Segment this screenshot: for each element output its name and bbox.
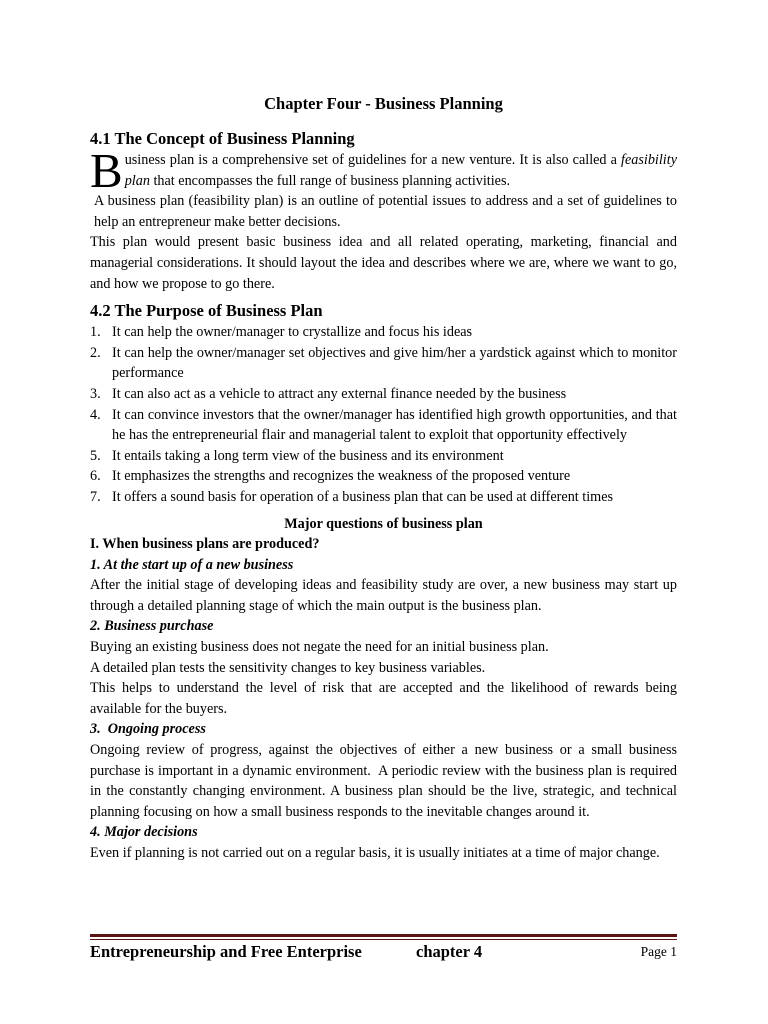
drop-cap: B <box>90 143 123 198</box>
ongoing-paragraph: Ongoing review of progress, against the objectives of either a new business or a small business purchase is important in a dynamic environment. A periodic review with the business plan is required in the constantly changing environment. A business plan should be the live, strategic, and technical planning focusing on how a small business responds to the inevitable changes around it. <box>90 742 681 820</box>
list-item-text: It can also act as a vehicle to attract any external finance needed by the business <box>112 385 567 402</box>
list-number: 1. <box>90 324 101 341</box>
footer-rule-thick <box>90 934 677 937</box>
page-label: Page <box>640 944 667 959</box>
list-item-text: It can help the owner/manager set objectives and give him/her a yardstick against which to monitor performance <box>112 344 677 382</box>
subheading-start-up: 1. At the start up of a new business <box>90 556 294 573</box>
list-number: 5. <box>90 447 101 464</box>
footer-chapter: chapter 4 <box>416 942 483 961</box>
concept-paragraph-2: A business plan (feasibility plan) is an outline of potential issues to address and a set of guidelines to help an entrepreneur make better decisions. <box>94 193 677 230</box>
concept-paragraph-1 <box>90 143 677 198</box>
list-item <box>90 322 677 343</box>
subheading-ongoing-process: 3. Ongoing process <box>90 721 206 738</box>
page-footer <box>90 940 677 964</box>
concept-paragraph-3: This plan would present basic business idea and all related operating, marketing, financial and managerial considerations. It should layout the idea and describes where we are, where we want to go, and how we propose to go there. <box>90 234 677 292</box>
purchase-paragraph-3: This helps to understand the level of risk that are accepted and the likelihood of rewards being available for the buyers. <box>90 680 677 717</box>
list-number: 6. <box>90 468 101 485</box>
list-number: 4. <box>90 406 101 423</box>
list-item <box>90 446 677 467</box>
list-item <box>90 384 677 405</box>
list-item <box>90 405 677 446</box>
list-item <box>90 343 677 384</box>
list-item <box>90 487 677 508</box>
list-number: 7. <box>90 488 101 505</box>
start-up-paragraph: After the initial stage of developing ideas and feasibility study are over, a new business may start up through a detailed planning stage of which the main output is the business plan. <box>90 577 677 614</box>
list-item-text: It can help the owner/manager to crystallize and focus his ideas <box>112 324 473 341</box>
major-questions-title: Major questions of business plan <box>284 515 483 532</box>
subheading-major-decisions: 4. Major decisions <box>90 824 198 841</box>
major-decisions-paragraph: Even if planning is not carried out on a regular basis, it is usually initiates at a time of major change. <box>90 845 660 861</box>
chapter-title: Chapter Four - Business Planning <box>264 94 503 113</box>
purpose-list <box>90 322 677 507</box>
concept-p1-start: usiness plan is a comprehensive set of guidelines for a new venture. It is also called a <box>124 152 622 168</box>
list-item-text: It can convince investors that the owner/manager has identified high growth opportunities, and that he has the entrepreneurial flair and managerial talent to exploit that opportunity effectively <box>112 406 677 444</box>
list-item-text: It offers a sound basis for operation of a business plan that can be used at different times <box>112 488 614 505</box>
question-heading: I. When business plans are produced? <box>90 536 320 553</box>
section-heading-concept: 4.1 The Concept of Business Planning <box>90 129 355 148</box>
list-item <box>90 466 677 487</box>
concept-p1-end: that encompasses the full range of business planning activities. <box>149 172 511 189</box>
purchase-paragraph-2: A detailed plan tests the sensitivity changes to key business variables. <box>90 659 486 676</box>
subheading-business-purchase: 2. Business purchase <box>90 618 214 635</box>
footer-book-title: Entrepreneurship and Free Enterprise <box>90 942 362 961</box>
page-number: 1 <box>670 944 677 959</box>
list-item-text: It emphasizes the strengths and recognizes the weakness of the proposed venture <box>112 468 571 485</box>
purchase-paragraph-1: Buying an existing business does not negate the need for an initial business plan. <box>90 639 549 656</box>
list-number: 3. <box>90 385 101 402</box>
list-item-text: It entails taking a long term view of the business and its environment <box>112 447 504 464</box>
page-body <box>90 90 681 864</box>
list-number: 2. <box>90 344 101 361</box>
footer-page-number <box>641 944 677 960</box>
section-heading-purpose: 4.2 The Purpose of Business Plan <box>90 301 323 321</box>
concept-p1-italic: feasibility plan <box>124 152 677 189</box>
